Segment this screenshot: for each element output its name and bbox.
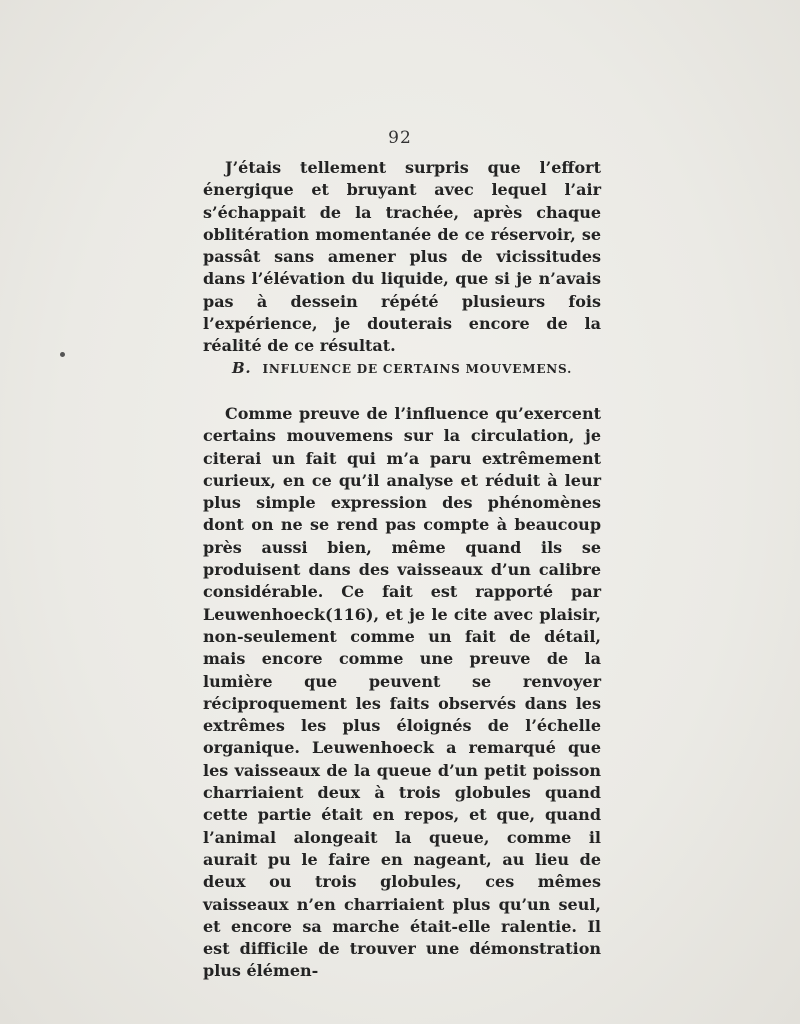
paper-speck (60, 352, 65, 357)
paragraph-text: Comme preuve de l’influence qu’exercent certains mouvemens sur la circulation, je citerai un fait qui m’a paru extrêmement curieux, en ce qu’il analyse et réduit à leur plus simple expression des phénomènes dont on ne se rend pas compte à beaucoup près aussi bien, même quand ils se produisent dans des vaisseaux d’un calibre considérable. Ce fait est rapporté par Leuwenhoeck(116), et je le cite avec plaisir, non-seulement comme un fait de détail, mais encore comme une preuve de la lumière que peuvent se renvoyer réciproquement les faits observés dans les extrêmes les plus éloignés de l’échelle organique. Leuwenhoeck a remarqué que les vaisseaux de la queue d’un petit poisson charriaient deux à trois globules quand cette partie était en repos, et que, quand l’animal alongeait la queue, comme il aurait pu le faire en nageant, au lieu de deux ou trois globules, ces mêmes vaisseaux n’en charriaient plus qu’un seul, et encore sa marche était-elle ralentie. Il est difficile de trouver une démonstration plus élémen- (203, 404, 601, 981)
paragraph-text: J’étais tellement surpris que l’effort énergique et bruyant avec lequel l’air s’échappait de la trachée, après chaque oblitération momentanée de ce réservoir, se passât sans amener plus de vicissitudes dans l’élévation du liquide, que si je n’avais pas à dessein répété plusieurs fois l’expérience, je douterais encore de la réalité de ce résultat. (203, 158, 601, 356)
page-number: 92 (388, 128, 412, 148)
section-heading (203, 359, 601, 377)
section-label: B. (231, 359, 252, 377)
paragraph-block-2 (203, 403, 601, 983)
paragraph-block-1 (203, 157, 601, 358)
section-title: INFLUENCE DE CERTAINS MOUVEMENS. (262, 362, 573, 376)
